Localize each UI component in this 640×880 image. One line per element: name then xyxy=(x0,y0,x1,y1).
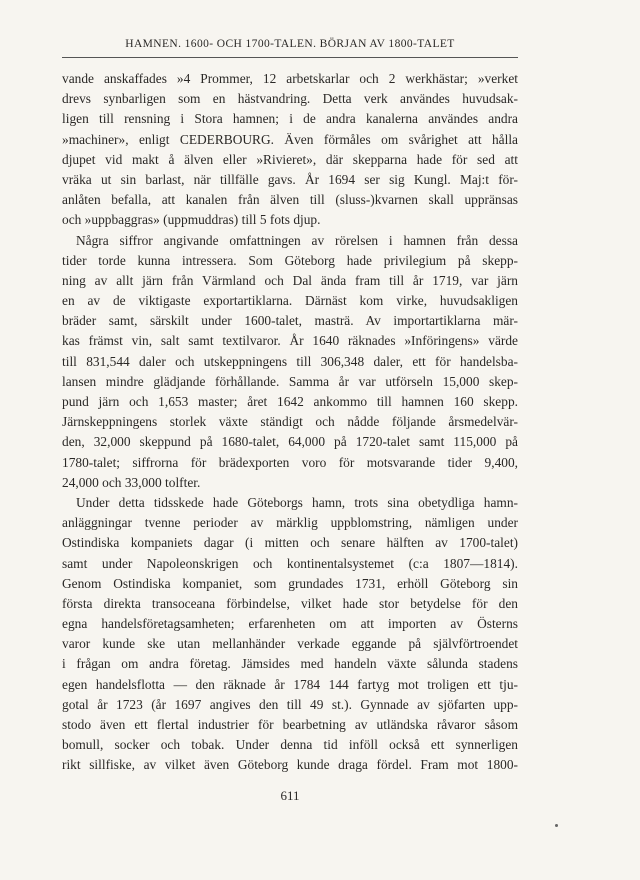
text-line: Järnskeppningens storlek växte ständigt och nådde följande årsmedelvär- xyxy=(62,414,518,430)
text-line: gotal år 1723 (år 1697 angives den till 49 st.). Gynnade av sjöfarten upp- xyxy=(62,696,518,712)
text-line: Under detta tidsskede hade Göteborgs hamn, trots sina obetydliga hamn- xyxy=(76,494,518,510)
text-line: och »uppbaggras» (uppmuddras) till 5 fots djup. xyxy=(62,212,321,228)
text-line: Genom Ostindiska kompaniet, som grundades 1731, erhöll Göteborg sin xyxy=(62,575,518,591)
text-line: »machiner», enligt CEDERBOURG. Även förmåles om svårighet att hålla xyxy=(62,131,518,147)
text-line: drevs synbarligen som en hästvandring. Detta verk användes huvudsak- xyxy=(62,91,518,107)
text-line: den, 32,000 skeppund på 1680-talet, 64,000 på 1720-talet samt 115,000 på xyxy=(62,434,518,450)
text-line: ligen till rensning i Stora hamnen; i de andra kanalerna användes andra xyxy=(62,111,518,127)
running-header: HAMNEN. 1600- OCH 1700-TALEN. BÖRJAN AV 1800-TALET xyxy=(125,38,455,50)
text-line: i frågan om andra företag. Jämsides med handeln växte sålunda stadens xyxy=(62,656,518,672)
text-line: första direkta transoceana förbindelse, vilket hade stor betydelse för den xyxy=(62,595,518,611)
text-line: rikt sillfiske, av vilket även Göteborg kunde draga fördel. Fram mot 1800- xyxy=(62,757,518,773)
text-line: Några siffror angivande omfattningen av rörelsen i hamnen från dessa xyxy=(76,232,518,248)
text-line: anläggningar tvenne perioder av märklig uppblomstring, nämligen under xyxy=(62,515,518,531)
header-rule xyxy=(62,57,518,58)
page-number: 611 xyxy=(280,788,300,803)
paper-speck xyxy=(555,824,558,827)
text-line: en av de viktigaste exportartiklarna. Därnäst kom virke, huvudsakligen xyxy=(62,293,518,309)
text-line: Ostindiska kompaniets dagar (i mitten och senare hälften av 1700-talet) xyxy=(62,535,518,551)
text-line: samt under Napoleonskrigen och kontinentalsystemet (c:a 1807—1814). xyxy=(62,555,518,571)
text-line: vande anskaffades »4 Prommer, 12 arbetskarlar och 2 werkhästar; »verket xyxy=(62,71,518,86)
text-line: ning av allt järn från Värmland och Dal ända fram till år 1719, var järn xyxy=(62,272,518,288)
text-line: varor kunde ske utan mellanhänder verkade eggande på självförtroendet xyxy=(62,636,518,652)
text-line: 24,000 och 33,000 tolfter. xyxy=(62,474,201,490)
text-line: 1780-talet; siffrorna för brädexporten voro för motsvarande tider 9,400, xyxy=(62,454,518,470)
text-line: bräder samt, särskilt under 1600-talet, masträ. Av importartiklarna mär- xyxy=(62,313,518,329)
text-line: vräka ut sin barlast, när tillfälle gavs. År 1694 ser sig Kungl. Maj:t för- xyxy=(62,171,518,187)
body-text xyxy=(62,69,518,776)
text-line: bomull, socker och tobak. Under denna tid inföll också ett synnerligen xyxy=(62,737,518,753)
text-line: pund järn och 1,653 master; året 1642 ankommo till hamnen 160 skepp. xyxy=(62,394,518,409)
text-line: till 831,544 daler och utskeppningens till 306,348 daler, ett för handelsba- xyxy=(62,353,518,369)
text-line: lansen mindre glädjande förhållande. Samma år var utförseln 15,000 skep- xyxy=(62,373,518,389)
text-line: tider torde kunna intressera. Som Göteborg hade privilegium på skepp- xyxy=(62,252,518,268)
text-line: anlåten befalla, att kanalen från älven till (sluss-)kvarnen skall uppränsas xyxy=(62,192,518,208)
text-line: kas främst vin, salt samt textilvaror. År 1640 räknades »Införingens» värde xyxy=(62,333,518,349)
text-line: djupet vid makt å älven eller »Rivieret», där skepparna hade för sed att xyxy=(62,151,518,167)
text-line: egna handelsföretagsamheten; erfarenheten om att importen av Österns xyxy=(62,616,518,632)
text-line: stodo även ett flertal industrier för bearbetning av utländska råvaror såsom xyxy=(62,717,518,732)
text-line: egen handelsflotta — den räknade år 1784 144 fartyg mot troligen ett tju- xyxy=(62,676,518,692)
